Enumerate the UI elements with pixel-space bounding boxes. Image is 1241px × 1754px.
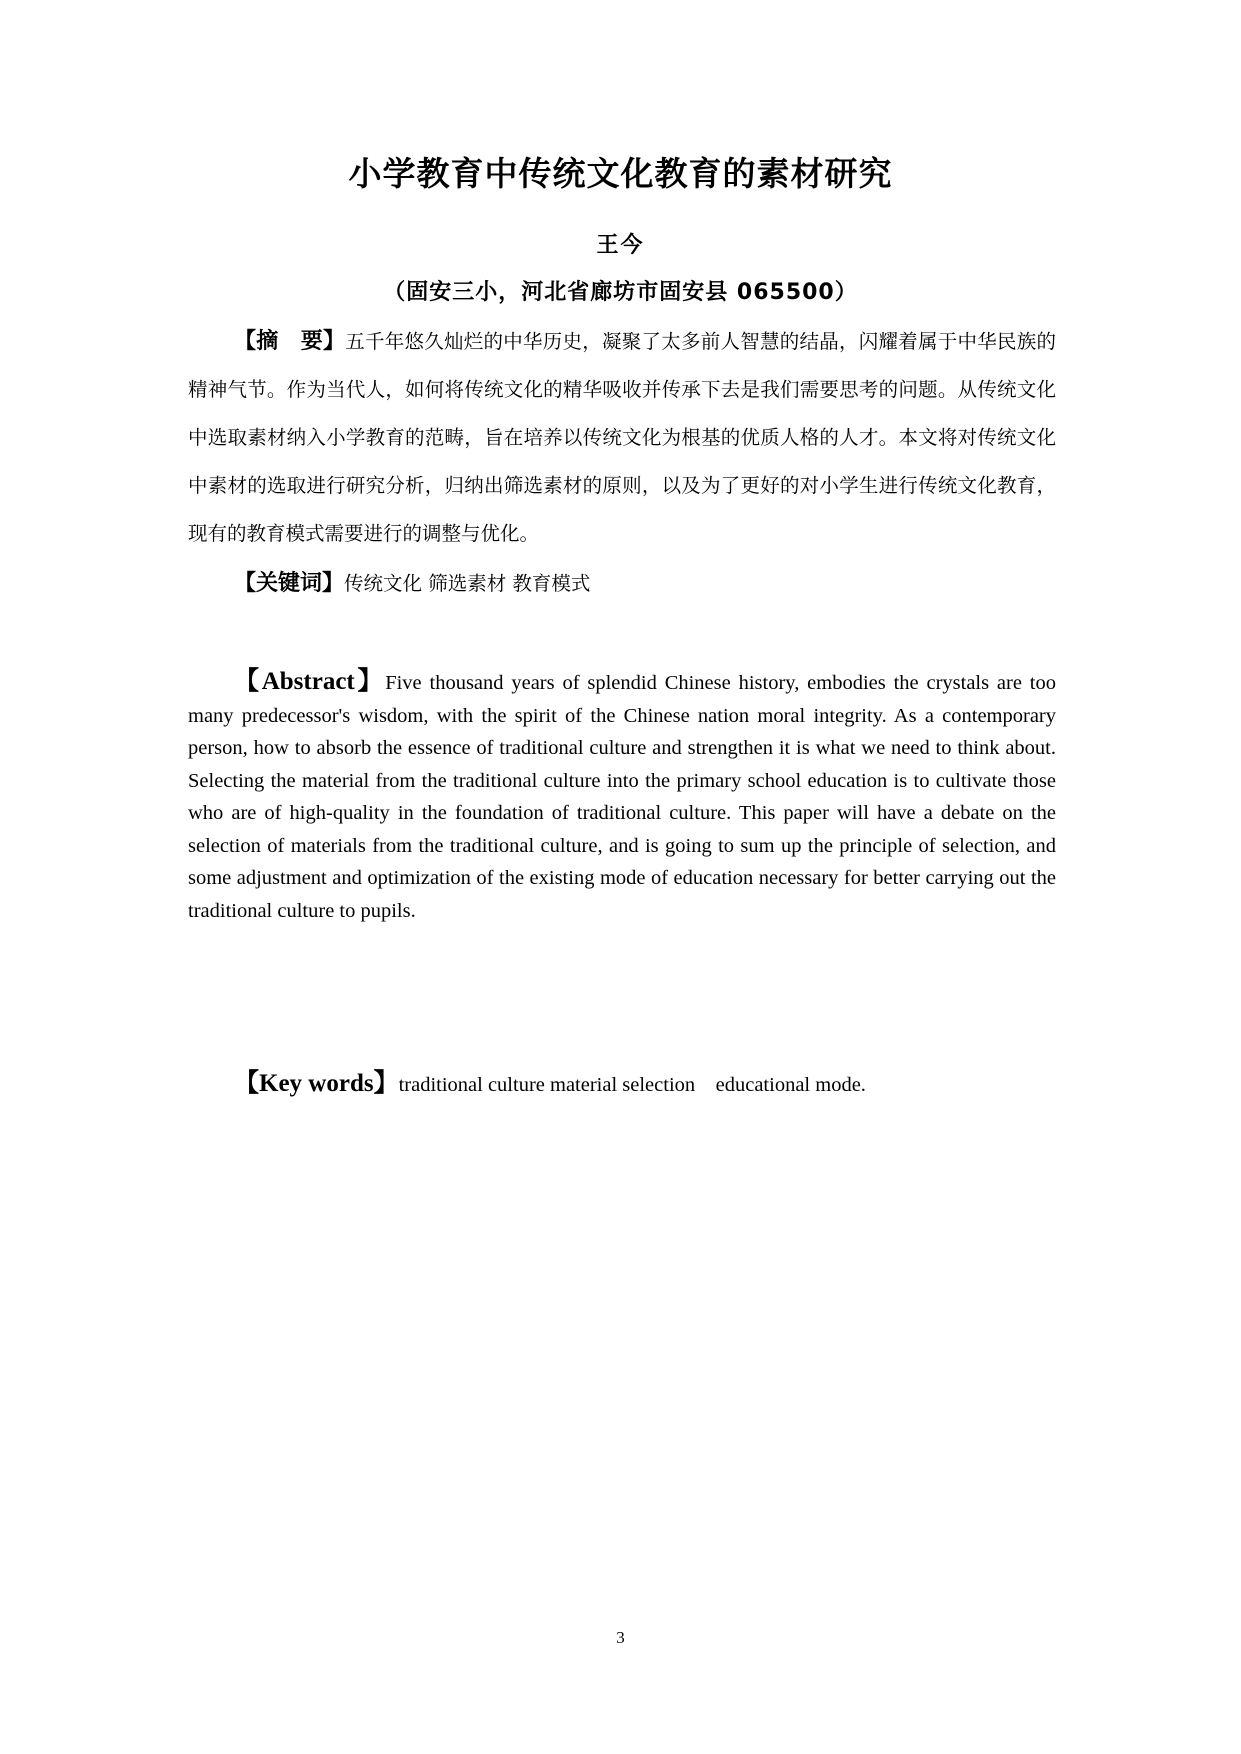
chinese-abstract (188, 318, 1056, 558)
chinese-keywords (188, 560, 1056, 608)
english-keywords-text: traditional culture material selection educational mode. (398, 1074, 866, 1096)
english-abstract-text: Five thousand years of splendid Chinese history, embodies the crystals are too many predecessor's wisdom, with the spirit of the Chinese nation moral integrity. As a contemporary person, how to absorb the essence of traditional culture and strengthen it is what we need to think about. Selecting the material from the traditional culture into the primary school education is to cultivate those who are of high-quality in the foundation of traditional culture. This paper will have a debate on the selection of materials from the traditional culture, and is going to sum up the principle of selection, and some adjustment and optimization of the existing mode of education necessary for better carrying out the traditional culture to pupils. (188, 672, 1056, 922)
chinese-abstract-label: 【摘 要】 (234, 329, 346, 354)
chinese-keywords-text: 传统文化 筛选素材 教育模式 (344, 572, 591, 595)
author-affiliation: （固安三小，河北省廊坊市固安县 065500） (383, 280, 858, 305)
paper-title: 小学教育中传统文化教育的素材研究 (348, 154, 893, 193)
page-number: 3 (616, 1628, 625, 1647)
chinese-keywords-label: 【关键词】 (234, 571, 345, 596)
english-keywords-label: 【Key words】 (234, 1070, 399, 1097)
chinese-abstract-text: 五千年悠久灿烂的中华历史，凝聚了太多前人智慧的结晶，闪耀着属于中华民族的精神气节。作为当代人，如何将传统文化的精华吸收并传承下去是我们需要思考的问题。从传统文化中选取素材纳入小学教育的范畴，旨在培养以传统文化为根基的优质人格的人才。本文将对传统文化中素材的选取进行研究分析，归纳出筛选素材的原则，以及为了更好的对小学生进行传统文化教育，现有的教育模式需要进行的调整与优化。 (188, 330, 1056, 545)
english-abstract (188, 666, 1056, 927)
english-keywords (188, 1068, 1056, 1101)
author-name: 王今 (596, 233, 645, 258)
english-abstract-label: 【Abstract】 (234, 668, 386, 695)
